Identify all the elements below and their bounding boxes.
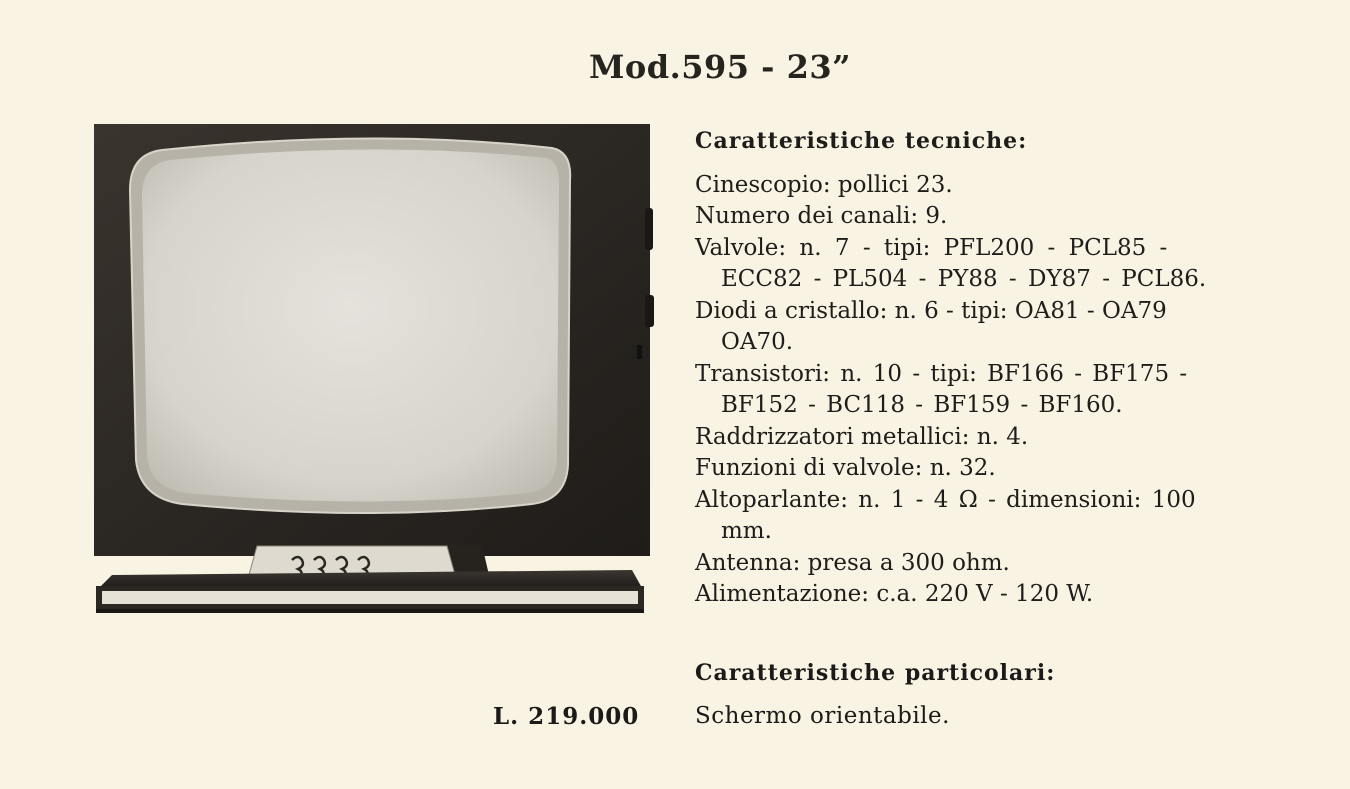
model-title: Mod.595 - 23”: [588, 48, 852, 86]
spec-line: Cinescopio: pollici 23.: [695, 171, 953, 198]
spec-line: Diodi a cristallo: n. 6 - tipi: OA81 - OA79: [695, 297, 1167, 324]
spec-line: Numero dei canali: 9.: [695, 203, 948, 229]
price: L. 219.000: [493, 703, 640, 730]
television-illustration: [92, 120, 657, 630]
side-knob-upper: [645, 208, 653, 250]
technical-specs: [695, 126, 1285, 611]
technical-heading: Caratteristiche tecniche:: [695, 128, 1028, 154]
spec-line: OA70.: [721, 329, 794, 355]
spec-line: mm.: [721, 518, 772, 544]
tv-base-strip: [102, 591, 638, 604]
spec-line: Raddrizzatori metallici: n. 4.: [695, 423, 1029, 450]
spec-line: Alimentazione: c.a. 220 V - 120 W.: [695, 581, 1094, 607]
particular-heading: Caratteristiche particolari:: [695, 660, 1056, 686]
spec-line: Valvole: n. 7 - tipi: PFL200 - PCL85 -: [695, 234, 1168, 261]
spec-line: Antenna: presa a 300 ohm.: [695, 549, 1010, 576]
spec-line: Funzioni di valvole: n. 32.: [695, 455, 996, 481]
tv-screen: [142, 149, 559, 501]
spec-line: ECC82 - PL504 - PY88 - DY87 - PCL86.: [721, 266, 1207, 292]
spec-line: Altoparlante: n. 1 - 4 Ω - dimensioni: 100: [695, 486, 1196, 513]
side-knob-lower: [645, 295, 654, 327]
particular-feature: Schermo orientabile.: [695, 703, 950, 729]
spec-line: BF152 - BC118 - BF159 - BF160.: [721, 392, 1123, 418]
spec-line: Transistori: n. 10 - tipi: BF166 - BF175 -: [695, 360, 1188, 387]
